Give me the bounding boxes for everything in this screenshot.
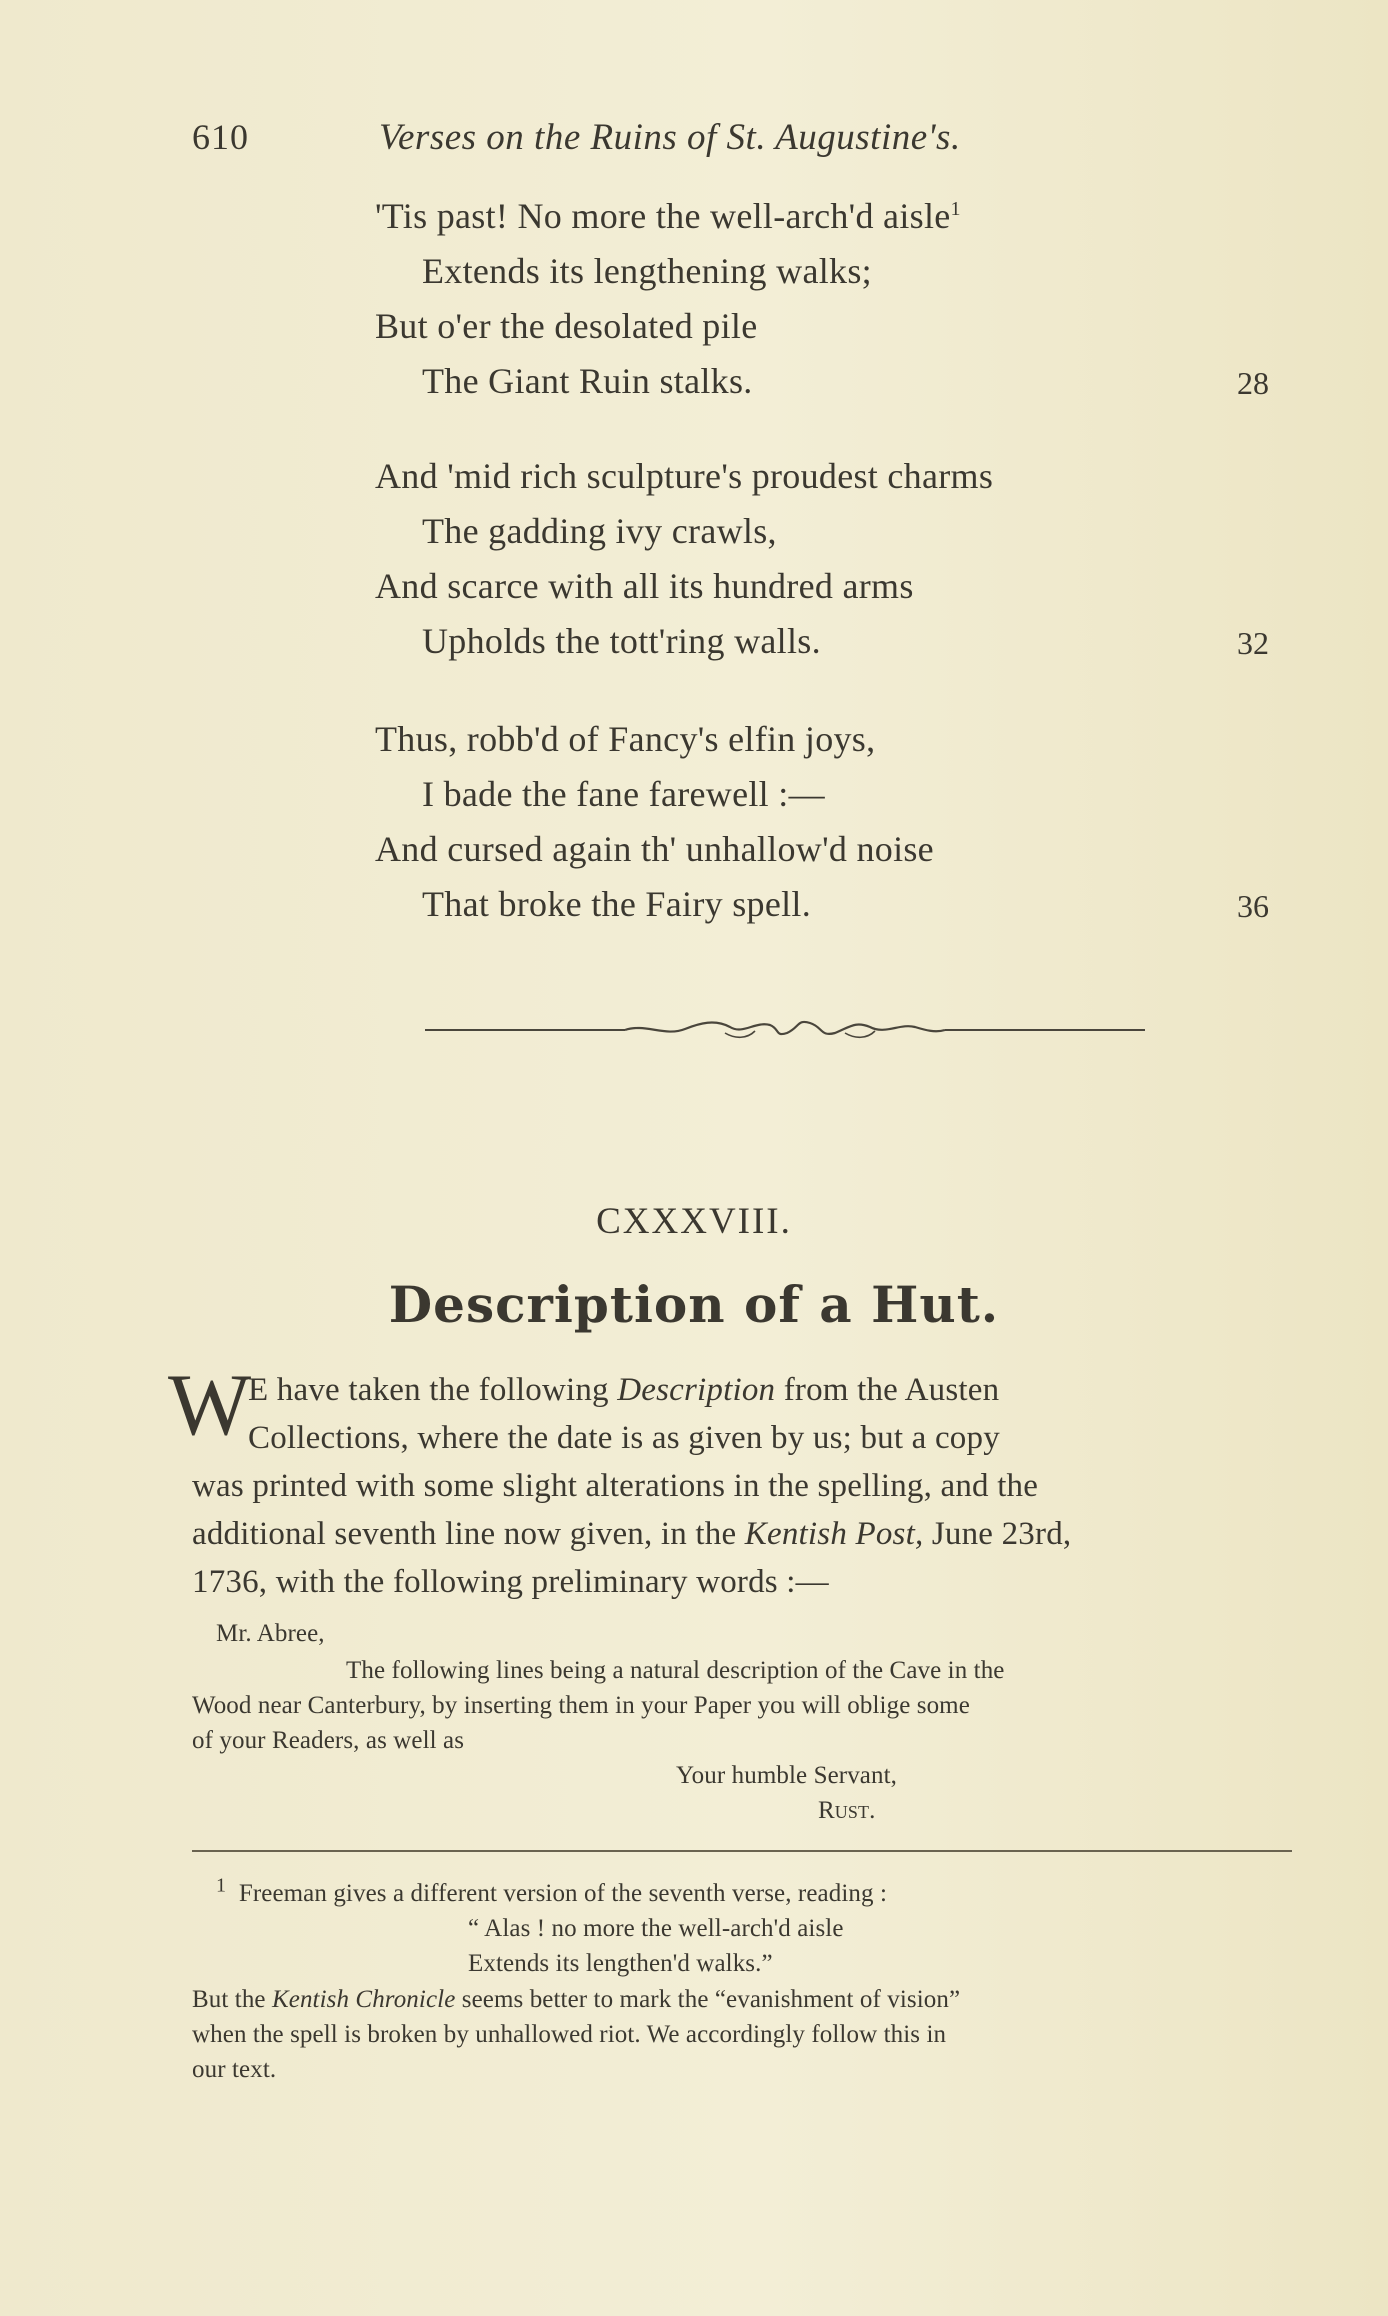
- poem-line: And cursed again th' unhallow'd noise: [375, 829, 934, 869]
- poem-line: Thus, robb'd of Fancy's elfin joys,: [375, 719, 876, 759]
- poem-line: But o'er the desolated pile: [375, 306, 758, 346]
- poem-line: Extends its lengthening walks;: [422, 251, 872, 291]
- letter-line: of your Readers, as well as: [192, 1727, 465, 1754]
- running-title: Verses on the Ruins of St. Augustine's.: [379, 117, 961, 158]
- footnote-reference: 1: [950, 198, 961, 220]
- paragraph-line: Collections, where the date is as given by us; but a copy: [248, 1420, 1000, 1456]
- paragraph-line: 1736, with the following preliminary words :—: [192, 1564, 829, 1600]
- paragraph-line: additional seventh line now given, in the Kentish Post, June 23rd,: [192, 1516, 1072, 1552]
- section-title: Description of a Hut.: [388, 1275, 1000, 1334]
- page-number: 610: [192, 117, 249, 157]
- poem-line: 'Tis past! No more the well-arch'd aisle$^1$: [375, 196, 961, 236]
- footnote-line: our text.: [192, 2056, 277, 2083]
- paragraph-line: was printed with some slight alterations in the spelling, and the: [192, 1468, 1039, 1504]
- footnote-quote: Extends its lengthen'd walks.”: [468, 1950, 773, 1977]
- line-number: 36: [1237, 888, 1269, 924]
- letter-signature: Rust.: [818, 1797, 876, 1824]
- letter-line: Wood near Canterbury, by inserting them in your Paper you will oblige some: [192, 1692, 970, 1719]
- paragraph-line: E have taken the following Description from the Austen: [248, 1372, 1000, 1408]
- letter-closing: Your humble Servant,: [676, 1762, 897, 1789]
- footnote-marker: 1: [216, 1874, 227, 1897]
- footnote-rule: [192, 1850, 1292, 1852]
- line-number: 28: [1237, 365, 1269, 401]
- ornamental-divider: [425, 1015, 1145, 1045]
- line-number: 32: [1237, 625, 1269, 661]
- letter-salutation: Mr. Abree,: [216, 1620, 325, 1647]
- poem-line: The Giant Ruin stalks.: [422, 361, 753, 401]
- poem-line: And 'mid rich sculpture's proudest charms: [375, 456, 994, 496]
- footnote-line: when the spell is broken by unhallowed riot. We accordingly follow this in: [192, 2021, 947, 2048]
- poem-line: Upholds the tott'ring walls.: [422, 621, 821, 661]
- poem-line: I bade the fane farewell :—: [422, 774, 825, 814]
- poem-line: The gadding ivy crawls,: [422, 511, 777, 551]
- poem-line: That broke the Fairy spell.: [422, 884, 812, 924]
- drop-cap: W: [168, 1357, 252, 1454]
- poem-line: And scarce with all its hundred arms: [375, 566, 914, 606]
- footnote-quote: “ Alas ! no more the well-arch'd aisle: [468, 1915, 844, 1942]
- footnote-line: But the Kentish Chronicle seems better to mark the “evanishment of vision”: [192, 1986, 961, 2013]
- footnote-line: $^1$ Freeman gives a different version of the seventh verse, reading :: [216, 1874, 887, 1907]
- section-number: CXXXVIII.: [596, 1201, 792, 1242]
- letter-line: The following lines being a natural description of the Cave in the: [346, 1657, 1005, 1684]
